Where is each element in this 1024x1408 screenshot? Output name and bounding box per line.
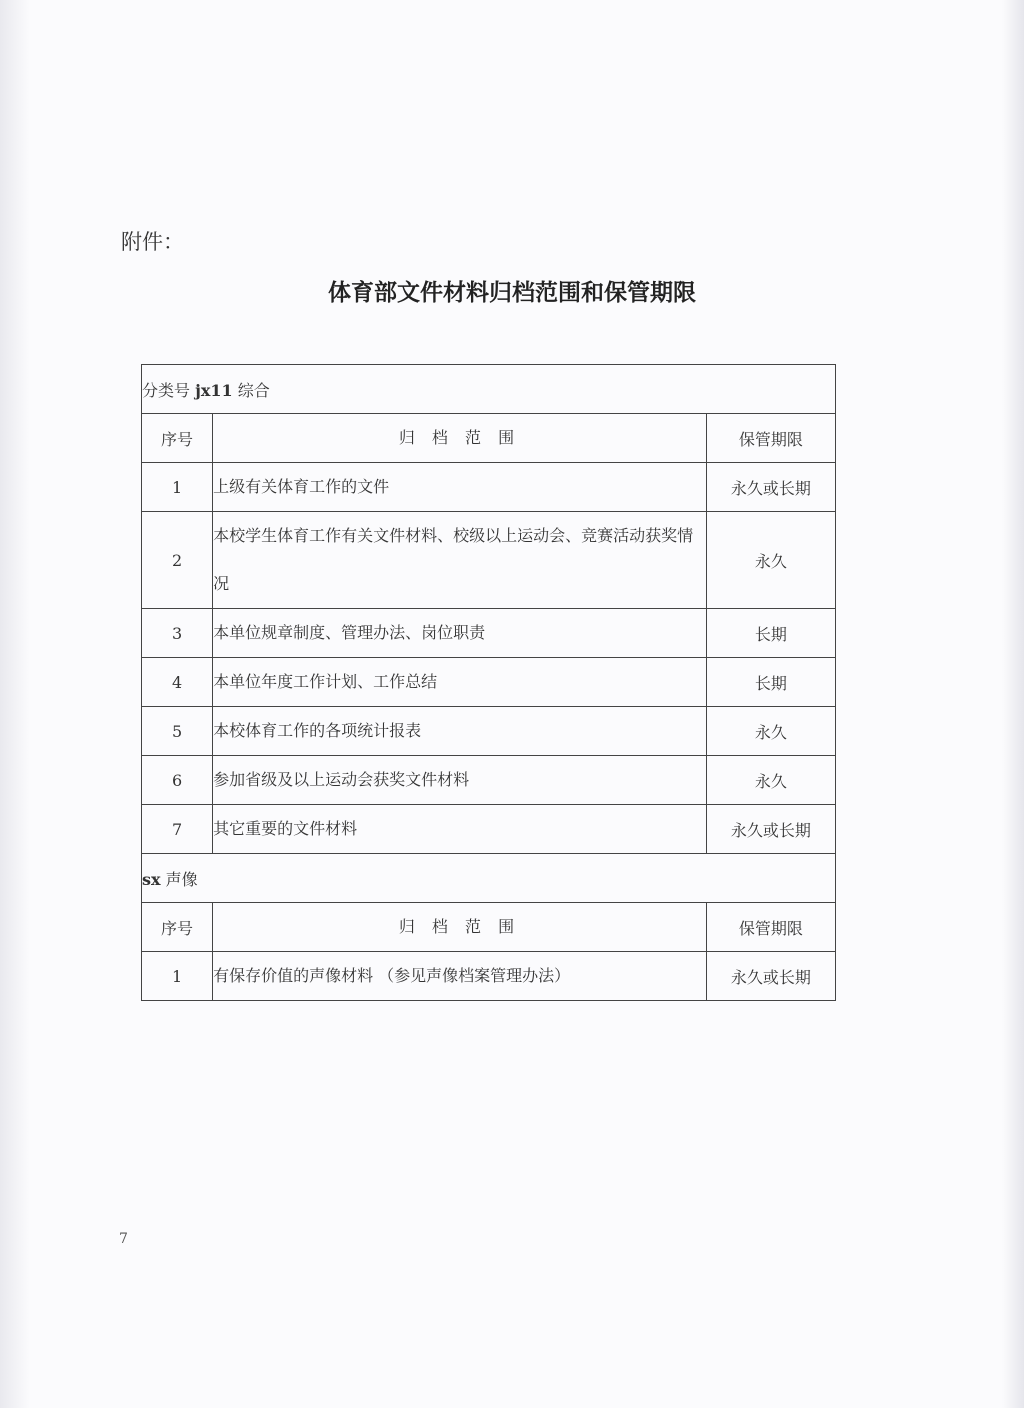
section-name: 声像 bbox=[160, 869, 198, 889]
row-scope: 本单位规章制度、管理办法、岗位职责 bbox=[213, 609, 707, 658]
row-period: 永久 bbox=[706, 512, 835, 609]
archive-table bbox=[141, 364, 836, 1001]
header-no: 序号 bbox=[142, 414, 213, 463]
header-scope: 归 档 范 围 bbox=[213, 903, 707, 952]
row-period: 永久 bbox=[706, 707, 835, 756]
table-row bbox=[142, 707, 836, 756]
document-title: 体育部文件材料归档范围和保管期限 bbox=[328, 280, 696, 306]
header-period: 保管期限 bbox=[706, 903, 835, 952]
row-no: 1 bbox=[142, 463, 213, 512]
table-row bbox=[142, 952, 836, 1001]
section-header-row bbox=[142, 365, 836, 414]
header-period: 保管期限 bbox=[706, 414, 835, 463]
column-header-row bbox=[142, 414, 836, 463]
header-scope: 归 档 范 围 bbox=[213, 414, 707, 463]
row-period: 永久 bbox=[706, 756, 835, 805]
row-scope: 上级有关体育工作的文件 bbox=[213, 463, 707, 512]
column-header-row bbox=[142, 903, 836, 952]
table-row bbox=[142, 805, 836, 854]
table-row bbox=[142, 463, 836, 512]
row-no: 5 bbox=[142, 707, 213, 756]
row-no: 2 bbox=[142, 512, 213, 609]
row-no: 6 bbox=[142, 756, 213, 805]
section-name: 综合 bbox=[232, 380, 270, 400]
row-no: 1 bbox=[142, 952, 213, 1001]
row-period: 永久或长期 bbox=[706, 805, 835, 854]
row-no: 3 bbox=[142, 609, 213, 658]
row-period: 长期 bbox=[706, 658, 835, 707]
table-row bbox=[142, 512, 836, 609]
row-scope: 其它重要的文件材料 bbox=[213, 805, 707, 854]
section-code: jx11 bbox=[195, 380, 233, 400]
section-title-sx bbox=[142, 854, 836, 903]
table-row bbox=[142, 756, 836, 805]
section-header-row bbox=[142, 854, 836, 903]
row-no: 7 bbox=[142, 805, 213, 854]
section-title-jx11 bbox=[142, 365, 836, 414]
table-row bbox=[142, 658, 836, 707]
row-period: 永久或长期 bbox=[706, 463, 835, 512]
page-number: 7 bbox=[119, 1231, 128, 1247]
row-period: 永久或长期 bbox=[706, 952, 835, 1001]
section-code: sx bbox=[142, 869, 161, 889]
row-scope: 有保存价值的声像材料 （参见声像档案管理办法） bbox=[213, 952, 707, 1001]
row-no: 4 bbox=[142, 658, 213, 707]
header-no: 序号 bbox=[142, 903, 213, 952]
scan-edge-left bbox=[0, 0, 30, 1408]
row-scope: 参加省级及以上运动会获奖文件材料 bbox=[213, 756, 707, 805]
row-scope: 本单位年度工作计划、工作总结 bbox=[213, 658, 707, 707]
section-prefix: 分类号 bbox=[142, 380, 196, 400]
row-period: 长期 bbox=[706, 609, 835, 658]
attachment-label: 附件： bbox=[121, 230, 184, 254]
row-scope: 本校体育工作的各项统计报表 bbox=[213, 707, 707, 756]
row-scope: 本校学生体育工作有关文件材料、校级以上运动会、竞赛活动获奖情况 bbox=[213, 512, 707, 609]
scan-edge-right bbox=[1002, 0, 1024, 1408]
table-row bbox=[142, 609, 836, 658]
